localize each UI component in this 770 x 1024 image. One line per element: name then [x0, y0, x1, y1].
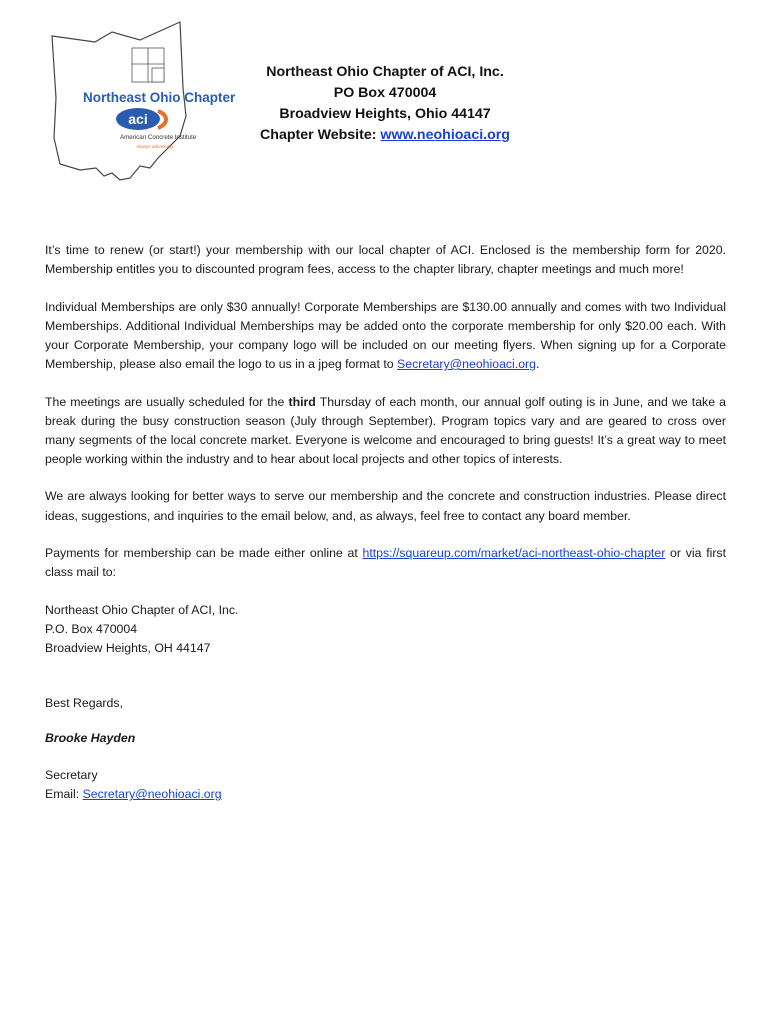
emphasis-third: third	[288, 394, 316, 409]
letterhead	[230, 62, 540, 146]
address-line: Northeast Ohio Chapter of ACI, Inc.	[45, 602, 239, 617]
email-label: Email:	[45, 787, 83, 802]
paragraph-membership-pricing: Individual Memberships are only $30 annually! Corporate Memberships are $130.00 annually and comes with two Individual Memberships. Additional Individual Memberships may be added onto the corporate membership for only $20.00 each. With your Corporate Membership, your company logo will be included on our meeting flyers. When signing up for a Corporate Membership, please also email the logo to us in a jpeg format to Secretary@neohioaci.org.	[45, 299, 726, 371]
payment-link[interactable]: https://squareup.com/market/aci-northeast-ohio-chapter	[362, 546, 666, 561]
website-label: Chapter Website:	[260, 127, 381, 143]
paragraph-meetings: The meetings are usually scheduled for the third Thursday of each month, our annual golf outing is in June, and we take a break during the busy construction season (July through September). Program topics vary and are geared to cross over many segments of the local concrete market. Everyone is welcome and encouraged to bring guests! It’s a great way to meet people working within the industry and to hear about local projects and other topics of interests.	[45, 394, 726, 466]
signature-email-link[interactable]: Secretary@neohioaci.org	[82, 787, 222, 802]
header-org-name: Northeast Ohio Chapter of ACI, Inc.	[266, 64, 504, 80]
header-city: Broadview Heights, Ohio 44147	[279, 106, 491, 122]
chapter-logo	[40, 18, 240, 188]
header-po-box: PO Box 470004	[333, 85, 437, 101]
logo-chapter-name: Northeast Ohio Chapter	[83, 90, 236, 105]
paragraph-payments: Payments for membership can be made either online at https://squareup.com/market/aci-northeast-ohio-chapter or via first class mail to:	[45, 546, 726, 580]
logo-tagline: Always advancing	[136, 144, 173, 149]
signer-title: Secretary	[45, 768, 98, 783]
header-website-line	[230, 125, 540, 146]
letter-body	[45, 241, 726, 823]
logo-org-name: American Concrete Institute	[120, 134, 197, 141]
address-line: Broadview Heights, OH 44147	[45, 641, 211, 655]
closing: Best Regards,	[45, 696, 123, 711]
secretary-email-link[interactable]: Secretary@neohioaci.org	[397, 356, 536, 371]
address-line: P.O. Box 470004	[45, 621, 138, 636]
mailing-address	[45, 601, 726, 658]
signature-block	[45, 766, 726, 804]
paragraph-feedback: We are always looking for better ways to serve our membership and the concrete and construction industries. Please direct ideas, suggestions, and inquiries to the email below, and, as always, feel free to contact any board member.	[45, 489, 726, 523]
paragraph-renewal: It’s time to renew (or start!) your membership with our local chapter of ACI. Enclosed is the membership form for 2020. Membership entitles you to discounted program fees, access to the chapter library, chapter meetings and much more!	[45, 243, 726, 277]
logo-aci-mark: aci	[128, 111, 148, 127]
website-link[interactable]: www.neohioaci.org	[380, 127, 510, 143]
signer-name: Brooke Hayden	[45, 731, 136, 746]
